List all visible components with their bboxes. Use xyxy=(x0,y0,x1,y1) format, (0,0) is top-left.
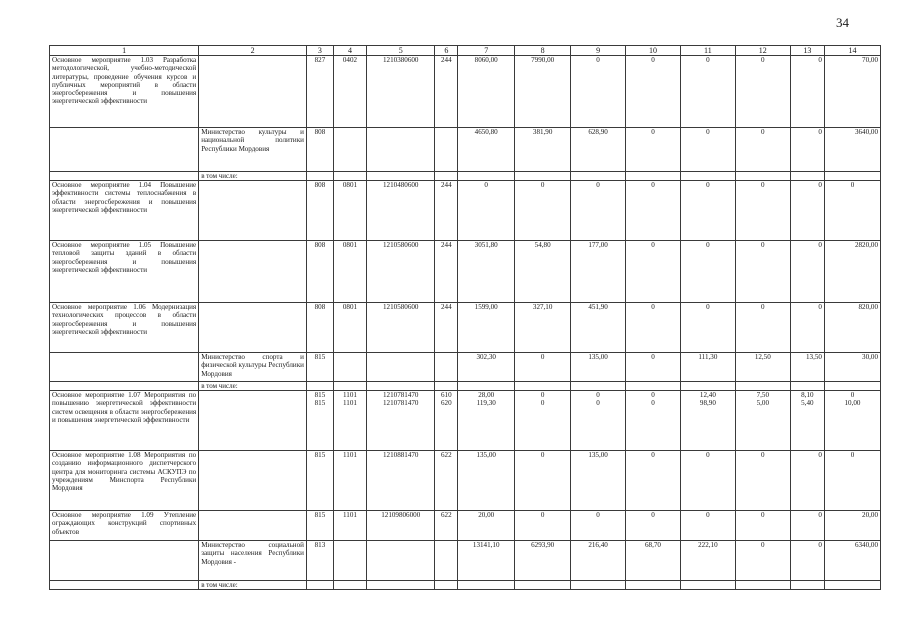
amount-cell: 2820,00 xyxy=(824,241,880,303)
ministry-cell xyxy=(199,56,307,128)
amount-cell: 0 xyxy=(680,511,735,541)
amount-cell xyxy=(571,391,626,451)
table-row xyxy=(50,172,881,181)
amount-cell: 0 xyxy=(790,303,824,353)
rzpr-cell: 1101 xyxy=(333,511,366,541)
amount-cell: 0 xyxy=(790,511,824,541)
amount-cell: 6340,00 xyxy=(824,541,880,581)
table-row xyxy=(50,241,881,303)
amount-cell xyxy=(824,391,880,451)
amount-cell: 0 xyxy=(626,241,681,303)
amount-cell: 70,00 xyxy=(824,56,880,128)
amount-cell: 0 xyxy=(735,541,790,581)
grbs-cell xyxy=(306,391,333,451)
column-header: 2 xyxy=(199,46,307,56)
amount-cell: 0 xyxy=(735,56,790,128)
amount-cell: 0 xyxy=(680,451,735,511)
line-b: 1101 xyxy=(343,399,357,408)
column-header: 7 xyxy=(458,46,515,56)
vr-cell: 244 xyxy=(435,241,458,303)
amount-cell: 0 xyxy=(790,451,824,511)
activity-cell xyxy=(50,172,199,181)
column-header: 12 xyxy=(735,46,790,56)
amount-cell: 30,00 xyxy=(824,353,880,382)
amount-cell: 0 xyxy=(515,451,571,511)
activity-cell: Основное мероприятие 1.06 Модернизация технологических процессов в области энергосбережения и повышения энергетической эффективности xyxy=(50,303,199,353)
column-header: 4 xyxy=(333,46,366,56)
amount-cell: 0 xyxy=(571,56,626,128)
activity-cell: Основное мероприятие 1.04 Повышение эффективности системы теплоснабжения в области энергосбережения и повышения энергетической эффективности xyxy=(50,181,199,241)
amount-cell: 820,00 xyxy=(824,303,880,353)
amount-cell: 0 xyxy=(735,511,790,541)
table-row xyxy=(50,303,881,353)
amount-cell: 222,10 xyxy=(680,541,735,581)
rzpr-cell: 0402 xyxy=(333,56,366,128)
grbs-cell: 815 xyxy=(306,511,333,541)
ministry-cell xyxy=(199,241,307,303)
rzpr-cell: 0801 xyxy=(333,181,366,241)
table-row xyxy=(50,541,881,581)
page-number: 34 xyxy=(836,15,849,30)
table-row xyxy=(50,511,881,541)
line-a: 28,00 xyxy=(478,391,495,400)
amount-cell: 0 xyxy=(515,353,571,382)
vr-cell: 622 xyxy=(435,451,458,511)
amount-cell: 177,00 xyxy=(571,241,626,303)
amount-cell: 12,50 xyxy=(735,353,790,382)
table-row xyxy=(50,451,881,511)
vr-cell: 622 xyxy=(435,511,458,541)
amount-cell xyxy=(515,391,571,451)
line-b: 5,40 xyxy=(801,399,814,408)
column-header: 1 xyxy=(50,46,199,56)
amount-cell: 0 xyxy=(735,303,790,353)
amount-cell xyxy=(735,391,790,451)
amount-cell: 327,10 xyxy=(515,303,571,353)
activity-cell: Основное мероприятие 1.08 Мероприятия по созданию информационного диспетчерского центра для мониторинга системы АСКУПЭ по учреждениям Минспорта Республики Мордовия xyxy=(50,451,199,511)
line-b: 119,30 xyxy=(476,399,496,408)
table-row xyxy=(50,181,881,241)
csr-cell xyxy=(367,128,435,172)
rzpr-cell xyxy=(333,128,366,172)
column-header: 9 xyxy=(571,46,626,56)
ministry-cell xyxy=(199,391,307,451)
amount-cell: 0 xyxy=(680,241,735,303)
csr-cell: 1210580600 xyxy=(367,241,435,303)
amount-cell: 0 xyxy=(790,181,824,241)
vr-cell xyxy=(435,128,458,172)
line-a: 8,10 xyxy=(801,391,814,400)
amount-cell: 0 xyxy=(626,451,681,511)
activity-cell: Основное мероприятие 1.05 Повышение тепловой защиты зданий в области энергосбережения и повышения энергетической эффективности xyxy=(50,241,199,303)
activity-cell: Основное мероприятие 1.09 Утепление ограждающих конструкций спортивных объектов xyxy=(50,511,199,541)
line-b: 0 xyxy=(651,399,655,408)
rzpr-cell xyxy=(333,541,366,581)
amount-cell xyxy=(458,391,515,451)
column-header: 3 xyxy=(306,46,333,56)
column-header: 10 xyxy=(626,46,681,56)
rzpr-cell: 0801 xyxy=(333,303,366,353)
csr-cell: 1210881470 xyxy=(367,451,435,511)
amount-cell: 0 xyxy=(824,181,880,241)
amount-cell: 135,00 xyxy=(571,451,626,511)
amount-cell: 0 xyxy=(680,303,735,353)
line-b: 620 xyxy=(440,399,452,408)
grbs-cell: 808 xyxy=(306,241,333,303)
activity-cell: Основное мероприятие 1.07 Мероприятия по повышению энергетической эффективности систем освещения в области энергосбережения и повышения энергетической эффективности xyxy=(50,391,199,451)
ministry-cell: в том числе: xyxy=(199,581,307,590)
amount-cell: 0 xyxy=(515,181,571,241)
amount-cell: 0 xyxy=(790,56,824,128)
ministry-cell xyxy=(199,511,307,541)
csr-cell xyxy=(367,541,435,581)
csr-cell: 1210580600 xyxy=(367,303,435,353)
line-a: 7,50 xyxy=(756,391,769,400)
line-a: 610 xyxy=(440,391,452,400)
line-b: 815 xyxy=(314,399,326,408)
column-header: 13 xyxy=(790,46,824,56)
amount-cell: 111,30 xyxy=(680,353,735,382)
column-header: 6 xyxy=(435,46,458,56)
amount-cell: 7990,00 xyxy=(515,56,571,128)
vr-cell xyxy=(435,353,458,382)
rzpr-cell: 0801 xyxy=(333,241,366,303)
line-b: 5,00 xyxy=(756,399,769,408)
amount-cell: 302,30 xyxy=(458,353,515,382)
grbs-cell: 808 xyxy=(306,128,333,172)
amount-cell: 20,00 xyxy=(458,511,515,541)
amount-cell: 13141,10 xyxy=(458,541,515,581)
line-a: 12,40 xyxy=(699,391,716,400)
vr-cell: 244 xyxy=(435,303,458,353)
header-row xyxy=(50,46,881,56)
csr-cell: 1210480600 xyxy=(367,181,435,241)
amount-cell: 0 xyxy=(824,451,880,511)
ministry-cell: в том числе: xyxy=(199,172,307,181)
line-a: 0 xyxy=(850,391,855,400)
amount-cell: 3640,00 xyxy=(824,128,880,172)
line-a: 1101 xyxy=(343,391,357,400)
amount-cell: 0 xyxy=(515,511,571,541)
amount-cell: 0 xyxy=(680,56,735,128)
table-row xyxy=(50,353,881,382)
grbs-cell: 808 xyxy=(306,303,333,353)
amount-cell: 0 xyxy=(626,303,681,353)
table-row xyxy=(50,382,881,391)
amount-cell xyxy=(626,391,681,451)
csr-cell: 1210380600 xyxy=(367,56,435,128)
activity-cell xyxy=(50,382,199,391)
amount-cell: 0 xyxy=(626,511,681,541)
table-row xyxy=(50,56,881,128)
amount-cell: 0 xyxy=(735,181,790,241)
amount-cell: 20,00 xyxy=(824,511,880,541)
vr-cell xyxy=(435,391,458,451)
csr-cell: 12109806000 xyxy=(367,511,435,541)
amount-cell: 4650,80 xyxy=(458,128,515,172)
grbs-cell: 827 xyxy=(306,56,333,128)
amount-cell: 0 xyxy=(790,128,824,172)
amount-cell: 1599,00 xyxy=(458,303,515,353)
line-b: 98,90 xyxy=(699,399,716,408)
table-row xyxy=(50,128,881,172)
amount-cell: 216,40 xyxy=(571,541,626,581)
line-b: 10,00 xyxy=(844,399,861,408)
vr-cell: 244 xyxy=(435,56,458,128)
amount-cell: 0 xyxy=(735,128,790,172)
budget-table xyxy=(49,45,881,590)
line-a: 0 xyxy=(540,391,545,400)
ministry-cell xyxy=(199,451,307,511)
amount-cell: 0 xyxy=(571,511,626,541)
line-a: 815 xyxy=(314,391,326,400)
column-header: 14 xyxy=(824,46,880,56)
amount-cell: 54,80 xyxy=(515,241,571,303)
activity-cell xyxy=(50,353,199,382)
ministry-cell: Министерство социальной защиты населения Республики Мордовия - xyxy=(199,541,307,581)
column-header: 5 xyxy=(367,46,435,56)
csr-cell xyxy=(367,391,435,451)
amount-cell: 0 xyxy=(790,541,824,581)
amount-cell: 0 xyxy=(626,128,681,172)
column-header: 8 xyxy=(515,46,571,56)
amount-cell: 6293,90 xyxy=(515,541,571,581)
activity-cell xyxy=(50,541,199,581)
ministry-cell xyxy=(199,303,307,353)
grbs-cell: 815 xyxy=(306,451,333,511)
amount-cell: 3051,80 xyxy=(458,241,515,303)
amount-cell: 0 xyxy=(680,181,735,241)
amount-cell: 0 xyxy=(735,241,790,303)
column-header: 11 xyxy=(680,46,735,56)
amount-cell: 381,90 xyxy=(515,128,571,172)
line-b: 0 xyxy=(540,399,545,408)
amount-cell: 135,00 xyxy=(458,451,515,511)
amount-cell: 0 xyxy=(790,241,824,303)
activity-cell xyxy=(50,581,199,590)
amount-cell: 0 xyxy=(626,181,681,241)
amount-cell: 451,90 xyxy=(571,303,626,353)
amount-cell: 0 xyxy=(571,181,626,241)
rzpr-cell: 1101 xyxy=(333,451,366,511)
rzpr-cell xyxy=(333,353,366,382)
csr-cell xyxy=(367,353,435,382)
grbs-cell: 813 xyxy=(306,541,333,581)
ministry-cell: Министерство культуры и национальной политики Республики Мордовия xyxy=(199,128,307,172)
amount-cell: 628,90 xyxy=(571,128,626,172)
amount-cell: 0 xyxy=(735,451,790,511)
amount-cell: 135,00 xyxy=(571,353,626,382)
ministry-cell xyxy=(199,181,307,241)
amount-cell: 0 xyxy=(626,56,681,128)
vr-cell: 244 xyxy=(435,181,458,241)
table-row xyxy=(50,391,881,451)
line-a: 0 xyxy=(651,391,655,400)
table-row xyxy=(50,581,881,590)
amount-cell: 8060,00 xyxy=(458,56,515,128)
grbs-cell: 808 xyxy=(306,181,333,241)
ministry-cell: Министерство спорта и физической культуры Республики Мордовия xyxy=(199,353,307,382)
ministry-cell: в том числе: xyxy=(199,382,307,391)
amount-cell: 0 xyxy=(458,181,515,241)
grbs-cell: 815 xyxy=(306,353,333,382)
amount-cell xyxy=(790,391,824,451)
amount-cell: 13,50 xyxy=(790,353,824,382)
line-a: 0 xyxy=(596,391,600,400)
line-b: 0 xyxy=(596,399,600,408)
line-a: 1210781470 xyxy=(383,391,419,400)
activity-cell xyxy=(50,128,199,172)
line-b: 1210781470 xyxy=(383,399,419,408)
amount-cell xyxy=(680,391,735,451)
activity-cell: Основное мероприятие 1.03 Разработка методологической, учебно-методической литературы, проведение обучения курсов и публичных мероприятий в области энергосбережения и повышения энергетической эффективности xyxy=(50,56,199,128)
amount-cell: 68,70 xyxy=(626,541,681,581)
amount-cell: 0 xyxy=(626,353,681,382)
rzpr-cell xyxy=(333,391,366,451)
amount-cell: 0 xyxy=(680,128,735,172)
vr-cell xyxy=(435,541,458,581)
